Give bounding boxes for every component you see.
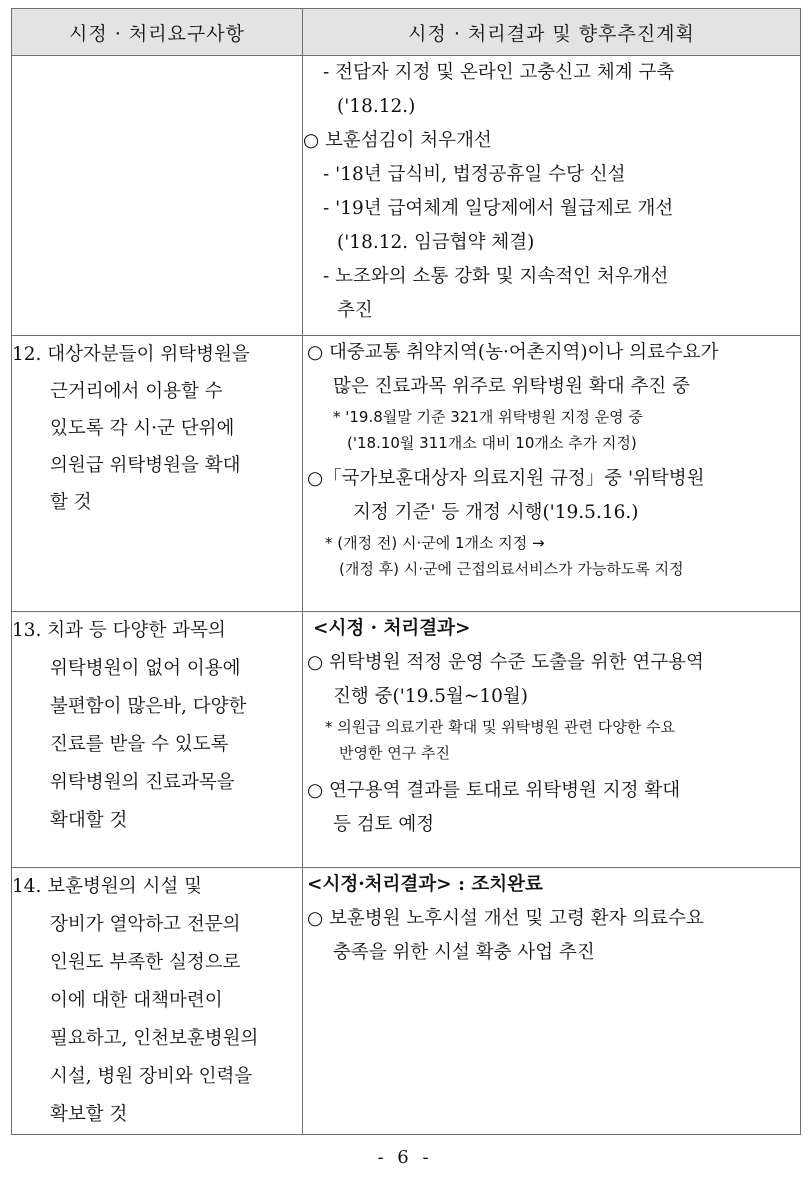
result-line: 등 검토 예정: [333, 814, 435, 835]
result-line: ○「국가보훈대상자 의료지원 규정」중 '위탁병원: [307, 468, 705, 489]
result-line: ('18.12.): [337, 96, 416, 117]
requirement-line: 13. 치과 등 다양한 과목의: [12, 620, 226, 641]
result-line: - '19년 급여체계 일당제에서 월급제로 개선: [323, 198, 674, 219]
footnote-line: 반영한 연구 추진: [339, 744, 450, 762]
footnote-line: ('18.10월 311개소 대비 10개소 추가 지정): [347, 434, 637, 452]
page-number: - 6 -: [377, 1147, 433, 1168]
result-line: ○ 연구용역 결과를 토대로 위탁병원 지정 확대: [307, 780, 681, 801]
requirement-line: 12. 대상자분들이 위탁병원을: [12, 344, 250, 365]
requirement-line: 필요하고, 인천보훈병원의: [50, 1028, 259, 1049]
result-line: <시정 · 처리결과>: [313, 618, 471, 639]
header-requirements: 시정 · 처리요구사항: [12, 9, 303, 56]
result-cell: [303, 56, 801, 336]
result-cell: [303, 612, 801, 868]
result-line: - 노조와의 소통 강화 및 지속적인 처우개선: [323, 266, 669, 287]
result-line: ○ 대중교통 취약지역(농·어촌지역)이나 의료수요가: [307, 342, 719, 363]
table-header-row: [12, 9, 801, 56]
result-line: 추진: [337, 300, 373, 321]
requirement-line: 할 것: [50, 492, 92, 513]
header-results: 시정 · 처리결과 및 향후추진계획: [303, 9, 801, 56]
requirement-line: 14. 보훈병원의 시설 및: [12, 876, 203, 897]
result-cell: [303, 868, 801, 1135]
table-row: [12, 336, 801, 612]
result-line: - 전담자 지정 및 온라인 고충신고 체계 구축: [323, 62, 675, 83]
requirement-cell: [12, 56, 303, 336]
requirement-line: 장비가 열악하고 전문의: [50, 914, 241, 935]
result-line: - '18년 급식비, 법정공휴일 수당 신설: [323, 164, 626, 185]
footnote-line: * 의원급 의료기관 확대 및 위탁병원 관련 다양한 수요: [325, 718, 675, 736]
requirement-line: 근거리에서 이용할 수: [50, 381, 223, 402]
requirement-cell: [12, 868, 303, 1135]
requirement-line: 시설, 병원 장비와 인력을: [50, 1066, 253, 1087]
table-row: [12, 56, 801, 336]
requirement-line: 의원급 위탁병원을 확대: [50, 455, 241, 476]
requirement-line: 위탁병원의 진료과목을: [50, 772, 235, 793]
footnote-line: * '19.8월말 기준 321개 위탁병원 지정 운영 중: [333, 408, 643, 426]
result-line: 진행 중('19.5월~10월): [333, 686, 528, 707]
requirement-cell: [12, 612, 303, 868]
result-line: <시정·처리결과> : 조치완료: [307, 874, 543, 895]
requirement-line: 확대할 것: [50, 810, 128, 831]
requirement-line: 위탁병원이 없어 이용에: [50, 658, 241, 679]
table-row: [12, 868, 801, 1135]
requirement-line: 인원도 부족한 실정으로: [50, 952, 241, 973]
result-line: ○ 위탁병원 적정 운영 수준 도출을 위한 연구용역: [307, 652, 704, 673]
footnote-line: * (개정 전) 시·군에 1개소 지정 →: [325, 534, 545, 552]
requirement-cell: [12, 336, 303, 612]
footnote-line: (개정 후) 시·군에 근접의료서비스가 가능하도록 지정: [339, 560, 684, 578]
result-cell: [303, 336, 801, 612]
requirement-line: 진료를 받을 수 있도록: [50, 734, 229, 755]
requirement-line: 불편함이 많은바, 다양한: [50, 696, 247, 717]
table-row: [12, 612, 801, 868]
result-line: 지정 기준' 등 개정 시행('19.5.16.): [353, 502, 639, 523]
result-line: ('18.12. 임금협약 체결): [337, 232, 535, 253]
requirement-line: 확보할 것: [50, 1104, 128, 1125]
document-table: [11, 8, 801, 1135]
requirement-line: 있도록 각 시·군 단위에: [50, 418, 235, 439]
result-line: ○ 보훈병원 노후시설 개선 및 고령 환자 의료수요: [307, 908, 704, 929]
result-line: 충족을 위한 시설 확충 사업 추진: [333, 942, 595, 963]
result-line: ○ 보훈섬김이 처우개선: [303, 130, 492, 151]
result-line: 많은 진료과목 위주로 위탁병원 확대 추진 중: [333, 376, 690, 397]
requirement-line: 이에 대한 대책마련이: [50, 990, 223, 1011]
